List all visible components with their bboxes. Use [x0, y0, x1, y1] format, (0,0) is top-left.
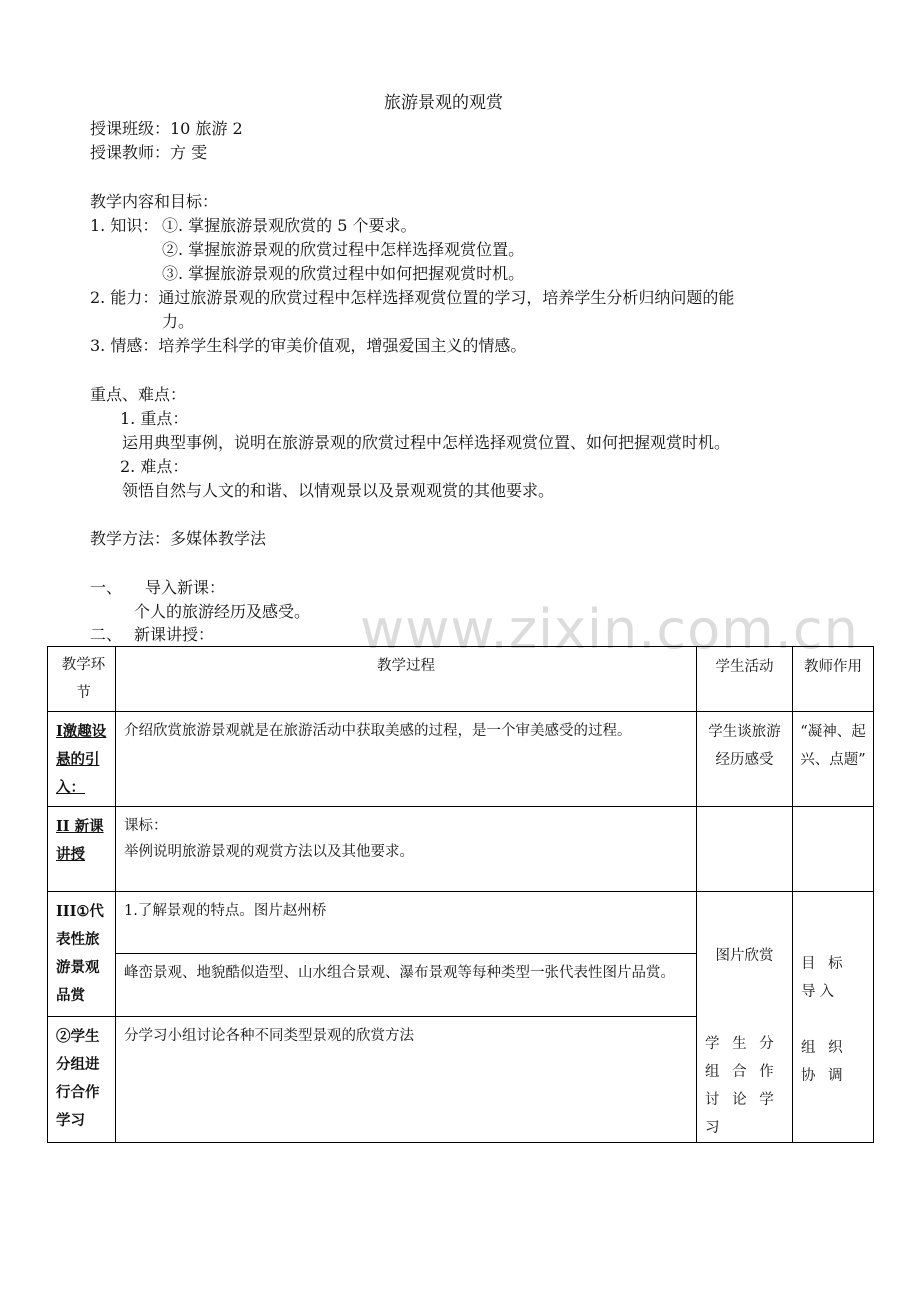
stage-cell: Ⅰ激趣设悬的引入： — [48, 712, 116, 807]
teacher-cell — [793, 892, 874, 1143]
student-activity-group: 学 生 分 组 合 作 讨 论 学习 — [705, 1036, 778, 1136]
teacher-cell — [793, 807, 874, 892]
page-title: 旅游景观的观赏 — [384, 93, 503, 113]
stage-cell: II 新课讲授 — [48, 807, 116, 892]
process-line: 课标： — [124, 818, 168, 834]
student-activity-image: 图片欣赏 — [715, 948, 774, 964]
header-teacher: 教师作用 — [793, 647, 874, 712]
process-cell: 峰峦景观、地貌酷似造型、山水组合景观、瀑布景观等每种类型一张代表性图片品赏。 — [116, 953, 697, 1017]
process-cell: 1.了解景观的特点。图片赵州桥 — [116, 892, 697, 954]
process-cell: 介绍欣赏旅游景观就是在旅游活动中获取美感的过程，是一个审美感受的过程。 — [116, 712, 697, 807]
teacher-role-goal: 目 标 导入 — [801, 956, 847, 1000]
lesson-table — [47, 646, 874, 1143]
key-point-label: 1. 重点： — [120, 409, 189, 428]
teacher-line: 授课教师：方 雯 — [90, 143, 208, 162]
knowledge-label: 1. 知识： — [90, 216, 159, 235]
student-cell — [697, 892, 793, 1143]
stage-cell: III①代表性旅游景观品赏 — [48, 892, 116, 1017]
header-student: 学生活动 — [697, 647, 793, 712]
table-row — [48, 807, 874, 892]
ability-line: 2. 能力：通过旅游景观的欣赏过程中怎样选择观赏位置的学习，培养学生分析归纳问题的能 — [90, 288, 735, 307]
difficulty-label: 2. 难点： — [120, 457, 189, 476]
table-header-row — [48, 647, 874, 712]
header-stage: 教学环节 — [48, 647, 116, 712]
key-point-text: 运用典型事例，说明在旅游景观的欣赏过程中怎样选择观赏位置、如何把握观赏时机。 — [122, 433, 731, 452]
section1-title: 导入新课： — [145, 578, 226, 597]
difficulty-text: 领悟自然与人文的和谐、以情观景以及景观观赏的其他要求。 — [122, 481, 555, 500]
knowledge-item-2: ②. 掌握旅游景观的欣赏过程中怎样选择观赏位置。 — [162, 240, 525, 259]
class-line: 授课班级：10 旅游 2 — [90, 119, 243, 138]
process-cell — [116, 807, 697, 892]
header-process: 教学过程 — [116, 647, 697, 712]
section1-number: 一、 — [90, 578, 123, 597]
table-row — [48, 892, 874, 954]
emotion-line: 3. 情感：培养学生科学的审美价值观，增强爱国主义的情感。 — [90, 336, 527, 355]
teacher-cell: “凝神、起兴、点题” — [793, 712, 874, 807]
knowledge-item-3: ③. 掌握旅游景观的欣赏过程中如何把握观赏时机。 — [162, 264, 525, 283]
student-cell — [697, 807, 793, 892]
section1-text: 个人的旅游经历及感受。 — [134, 602, 311, 621]
watermark: www.zixin.com.cn — [360, 598, 859, 661]
knowledge-item-1: ①. 掌握旅游景观欣赏的 5 个要求。 — [162, 216, 417, 235]
table-row — [48, 712, 874, 807]
key-heading: 重点、难点： — [90, 385, 187, 404]
content-heading: 教学内容和目标： — [90, 192, 219, 211]
section2-title: 新课讲授： — [134, 625, 215, 644]
section2-number: 二、 — [90, 625, 123, 644]
stage-cell: ②学生分组进行合作学习 — [48, 1017, 116, 1143]
method-line: 教学方法：多媒体教学法 — [90, 529, 267, 548]
student-cell: 学生谈旅游经历感受 — [697, 712, 793, 807]
ability-line-continued: 力。 — [162, 312, 195, 331]
process-cell: 分学习小组讨论各种不同类型景观的欣赏方法 — [116, 1017, 697, 1143]
process-line: 举例说明旅游景观的观赏方法以及其他要求。 — [124, 844, 414, 860]
teacher-role-organize: 组 织 协 调 — [801, 1040, 847, 1084]
